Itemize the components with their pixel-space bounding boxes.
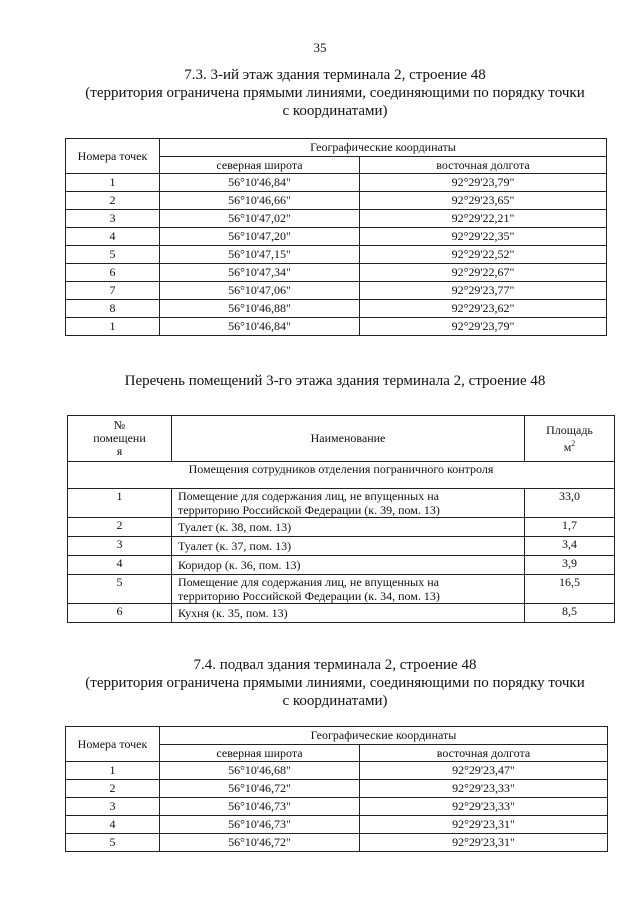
point-number: 6 [66,264,160,282]
room-number: 1 [68,489,172,518]
point-number: 1 [66,762,160,780]
room-name-line: Туалет (к. 37, пом. 13) [178,539,292,553]
room-area: 33,0 [525,489,615,518]
north-latitude: 56°10'47,15" [160,246,360,264]
header-room-number: № помещени я [68,416,172,462]
section-7-3-heading [0,66,640,120]
coordinate-row [66,816,608,834]
east-longitude: 92°29'22,35" [360,228,607,246]
coordinate-row [66,834,608,852]
point-number: 1 [66,174,160,192]
room-area: 3,4 [525,537,615,556]
coordinate-row [66,318,607,336]
coordinate-row [66,780,608,798]
coordinate-row [66,264,607,282]
room-name-line: Туалет (к. 38, пом. 13) [178,520,292,534]
header-north: северная широта [160,157,360,174]
header-area: Площадь $м^2$ [525,416,615,462]
room-number: 6 [68,604,172,623]
east-longitude: 92°29'23,79" [360,174,607,192]
point-number: 3 [66,798,160,816]
heading-line: Перечень помещений 3-го этажа здания терминала 2, строение 48 [124,373,546,389]
room-name [172,518,525,537]
room-row [68,575,615,604]
heading-line: 7.4. подвал здания терминала 2, строение 48 [193,657,477,673]
point-number: 7 [66,282,160,300]
room-area: 1,7 [525,518,615,537]
east-longitude: 92°29'23,31" [360,816,608,834]
heading-line: с координатами) [282,693,388,709]
east-longitude: 92°29'22,21" [360,210,607,228]
north-latitude: 56°10'47,20" [160,228,360,246]
room-name-line: Кухня (к. 35, пом. 13) [178,606,288,620]
rooms-list-heading [0,372,640,390]
room-name-line: территорию Российской Федерации (к. 39, пом. 13) [178,503,440,517]
point-number: 8 [66,300,160,318]
room-row [68,537,615,556]
coordinate-row [66,798,608,816]
coordinate-row [66,228,607,246]
north-latitude: 56°10'46,84" [160,174,360,192]
header-points: Номера точек [66,139,160,174]
header-points: Номера точек [66,727,160,762]
room-area: 3,9 [525,556,615,575]
header-geo: Географические координаты [160,139,607,157]
header-north: северная широта [160,745,360,762]
room-row [68,556,615,575]
section-7-4-heading [0,656,640,710]
room-number: 3 [68,537,172,556]
coordinate-row [66,174,607,192]
coordinate-row [66,282,607,300]
north-latitude: 56°10'47,02" [160,210,360,228]
room-name-line: Коридор (к. 36, пом. 13) [178,558,301,572]
coordinate-row [66,246,607,264]
north-latitude: 56°10'47,34" [160,264,360,282]
room-number: 2 [68,518,172,537]
room-name-line: Помещение для содержания лиц, не впущенных на [178,489,439,503]
room-row [68,518,615,537]
north-latitude: 56°10'46,88" [160,300,360,318]
heading-line: с координатами) [282,103,388,119]
east-longitude: 92°29'23,33" [360,798,608,816]
rooms-table [67,415,615,623]
room-row [68,604,615,623]
coordinate-row [66,300,607,318]
room-number: 4 [68,556,172,575]
room-name [172,537,525,556]
north-latitude: 56°10'46,72" [160,780,360,798]
header-east: восточная долгота [360,157,607,174]
room-number: 5 [68,575,172,604]
point-number: 4 [66,228,160,246]
room-name [172,575,525,604]
coordinates-table-floor3 [65,138,607,336]
north-latitude: 56°10'47,06" [160,282,360,300]
room-name [172,604,525,623]
north-latitude: 56°10'46,68" [160,762,360,780]
east-longitude: 92°29'23,79" [360,318,607,336]
north-latitude: 56°10'46,72" [160,834,360,852]
heading-line: 7.3. 3-ий этаж здания терминала 2, строение 48 [184,67,486,83]
rooms-group-title: Помещения сотрудников отделения пограничного контроля [68,462,615,489]
north-latitude: 56°10'46,73" [160,798,360,816]
east-longitude: 92°29'23,77" [360,282,607,300]
point-number: 4 [66,816,160,834]
header-geo: Географические координаты [160,727,608,745]
point-number: 5 [66,834,160,852]
room-name [172,556,525,575]
header-east: восточная долгота [360,745,608,762]
coordinate-row [66,192,607,210]
point-number: 3 [66,210,160,228]
point-number: 2 [66,192,160,210]
room-name-line: Помещение для содержания лиц, не впущенных на [178,575,439,589]
page-number: 35 [313,40,327,55]
coordinate-row [66,210,607,228]
east-longitude: 92°29'23,62" [360,300,607,318]
coordinates-table-basement [65,726,608,852]
east-longitude: 92°29'22,67" [360,264,607,282]
coordinate-row [66,762,608,780]
north-latitude: 56°10'46,73" [160,816,360,834]
east-longitude: 92°29'23,65" [360,192,607,210]
east-longitude: 92°29'23,33" [360,780,608,798]
heading-line: (территория ограничена прямыми линиями, соединяющими по порядку точки [85,675,585,691]
east-longitude: 92°29'23,31" [360,834,608,852]
room-name-line: территорию Российской Федерации (к. 34, пом. 13) [178,589,440,603]
north-latitude: 56°10'46,66" [160,192,360,210]
room-row [68,489,615,518]
room-area: 16,5 [525,575,615,604]
east-longitude: 92°29'22,52" [360,246,607,264]
heading-line: (территория ограничена прямыми линиями, соединяющими по порядку точки [85,85,585,101]
point-number: 2 [66,780,160,798]
north-latitude: 56°10'46,84" [160,318,360,336]
east-longitude: 92°29'23,47" [360,762,608,780]
room-area: 8,5 [525,604,615,623]
point-number: 5 [66,246,160,264]
point-number: 1 [66,318,160,336]
header-name: Наименование [172,416,525,462]
room-name [172,489,525,518]
